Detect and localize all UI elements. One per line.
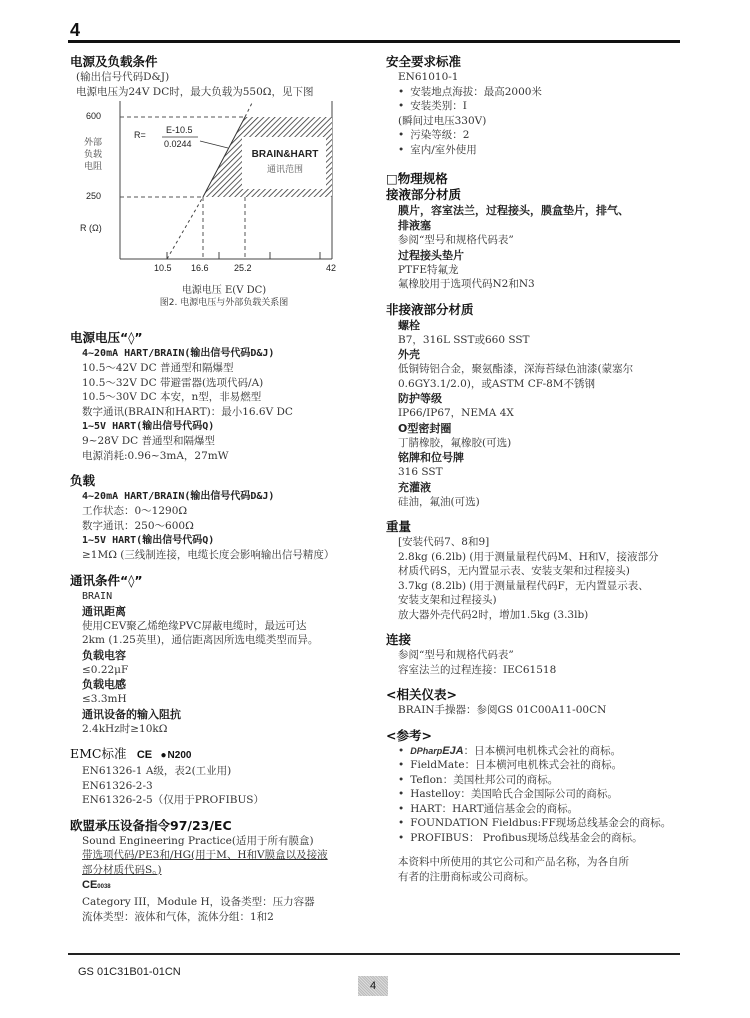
- x-tick-16-6: 16.6: [191, 263, 209, 273]
- text: Sound Engineering Practice(适用于所有膜盒): [82, 834, 314, 847]
- section-title-load: 负载: [70, 473, 96, 488]
- text: [安装代码7、8和9]: [398, 536, 490, 548]
- section-title-supply-voltage: 电源电压“◊”: [70, 330, 143, 345]
- section-title-safety: 安全要求标准: [386, 54, 462, 69]
- text: ≤0.22μF: [82, 663, 129, 676]
- text: ≥1MΩ (三线制连接，电缆长度会影响输出信号精度）: [82, 549, 335, 561]
- bullet-item: • FieldMate：日本横河电机株式会社的商标。: [386, 758, 686, 773]
- text: 电源消耗:0.96~3mA，27mW: [82, 449, 229, 462]
- subheading: 排液塞: [398, 219, 431, 232]
- footer-doc-id: GS 01C31B01-01CN: [78, 966, 181, 978]
- section-title-power-load: 电源及负载条件: [70, 54, 158, 69]
- text: 低铜铸铝合金，聚氨酯漆，深海苔绿色油漆(蒙塞尔: [398, 363, 634, 375]
- section-title-emc: [70, 746, 378, 764]
- text: 316 SST: [398, 466, 443, 478]
- text: 丁腈橡胶，氟橡胶(可选): [398, 436, 512, 449]
- subheading: 充灌液: [398, 480, 431, 494]
- text: 数字通讯(BRAIN和HART)：最小16.6V DC: [82, 405, 293, 418]
- left-column: [70, 50, 378, 924]
- y-tick-600: 600: [86, 111, 102, 121]
- text: 电源电压为24V DC时，最大负载为550Ω，见下图: [76, 85, 314, 98]
- ce-0038-icon: CE0038: [82, 879, 111, 891]
- text: 10.5～32V DC 带避雷器(选项代码/A): [82, 376, 264, 389]
- text: B7，316L SST或660 SST: [398, 333, 530, 346]
- y-label-2: 负载: [84, 150, 103, 160]
- chart-caption: 图2. 电源电压与外部负载关系图: [159, 298, 289, 308]
- subheading: 膜片，容室法兰，过程接头，膜盒垫片，排气、: [398, 204, 629, 217]
- page-number-top: 4: [70, 20, 81, 40]
- emc-title: EMC标准: [70, 746, 127, 761]
- text: 工作状态：0～1290Ω: [82, 505, 188, 517]
- section-title-physical: □物理规格: [386, 171, 448, 186]
- subheading: 负载电容: [82, 648, 126, 662]
- text: 9~28V DC 普通型和隔爆型: [82, 435, 216, 447]
- section-title-wetted: 接液部分材质: [386, 187, 462, 202]
- x-tick-42: 42: [326, 263, 337, 273]
- text: 放大器外壳代码2时，增加1.5kg (3.3lb): [398, 608, 589, 621]
- y-tick-250: 250: [86, 191, 102, 201]
- section-title-related: <相关仪表>: [386, 687, 457, 702]
- region-label: BRAIN&HART: [251, 149, 319, 160]
- text: 参阅“型号和规格代码表”: [398, 234, 514, 246]
- text: 硅油，氟油(可选): [398, 495, 480, 508]
- text: 容室法兰的过程连接：IEC61518: [398, 663, 557, 676]
- subheading: 4~20mA HART/BRAIN(输出信号代码D&J): [82, 348, 275, 359]
- subheading: 4~20mA HART/BRAIN(输出信号代码D&J): [82, 491, 275, 502]
- text: 有者的注册商标或公司商标。: [398, 870, 535, 883]
- section-title-reference: <参考>: [386, 727, 432, 743]
- header-rule: [68, 40, 680, 43]
- bullet-item: • 污染等级：2: [386, 128, 686, 143]
- bullet-item: • 安装地点海拔：最高2000米: [386, 85, 686, 100]
- y-label-3: 电阻: [84, 162, 103, 172]
- ce-mark-icon: CE: [136, 749, 153, 761]
- subheading: 负载电感: [82, 678, 126, 691]
- text: EN61010-1: [398, 71, 459, 83]
- text: 流体类型：液体和气体，流体分组：1和2: [82, 910, 274, 923]
- subheading: 过程接头垫片: [398, 248, 464, 262]
- subheading: 外壳: [398, 348, 420, 361]
- text: 10.5～42V DC 普通型和隔爆型: [82, 362, 234, 374]
- text: 使用CEV聚乙烯绝缘PVC屏蔽电缆时，最远可达: [82, 619, 307, 632]
- right-column: [386, 50, 686, 884]
- bullet-item: • Teflon：美国杜邦公司的商标。: [386, 773, 686, 788]
- text: (瞬间过电压330V): [398, 114, 487, 127]
- section-title-nonwetted: 非接液部分材质: [386, 301, 474, 317]
- section-title-comm: 通讯条件“◊”: [70, 572, 143, 588]
- subheading: 通讯距离: [82, 604, 126, 618]
- subheading: 通讯设备的输入阻抗: [82, 707, 181, 721]
- text: 3.7kg (8.2lb) (用于测量量程代码F，无内置显示表、: [398, 579, 649, 592]
- bullet-item: • 室内/室外使用: [386, 143, 686, 158]
- section-title-connection: 连接: [386, 632, 412, 647]
- text: 参阅“型号和规格代码表”: [398, 649, 514, 661]
- formula-label: R=: [134, 130, 146, 140]
- text: 10.5～30V DC 本安，n型，非易燃型: [82, 391, 262, 403]
- bullet-item: • Hastelloy：美国哈氏合金国际公司的商标。: [386, 787, 686, 802]
- subheading: O型密封圈: [398, 421, 452, 435]
- subheading: 1~5V HART(输出信号代码Q): [82, 421, 215, 432]
- subheading: 1~5V HART(输出信号代码Q): [82, 535, 215, 546]
- bullet-item: • 安装类别：I: [386, 99, 686, 114]
- text: PTFE特氟龙: [398, 263, 459, 276]
- bullet-item: • PROFIBUS： Profibus现场总线基金会的商标。: [386, 831, 686, 846]
- subheading: 铭牌和位号牌: [398, 451, 464, 464]
- text: 0.6GY3.1/2.0)，或ASTM CF-8M不锈钢: [398, 377, 596, 390]
- text: 部分材质代码S。): [82, 863, 162, 876]
- c-tick-number: N200: [167, 750, 192, 761]
- text: ≤3.3mH: [82, 693, 127, 705]
- formula-num: E-10.5: [166, 125, 193, 135]
- text: IP66/IP67，NEMA 4X: [398, 407, 514, 419]
- text: 材质代码S，无内置显示表、安装支架和过程接头): [398, 565, 630, 577]
- text: Category III，Module H，设备类型：压力容器: [82, 896, 315, 908]
- subheading: BRAIN: [82, 590, 113, 602]
- text: BRAIN手操器：参阅GS 01C00A11-00CN: [398, 704, 607, 716]
- bullet-item: • HART：HART通信基金会的商标。: [386, 802, 686, 817]
- x-tick-25-2: 25.2: [234, 263, 252, 273]
- text: EN61326-1 A级，表2(工业用): [82, 765, 232, 777]
- footer-rule: [68, 953, 680, 955]
- text: 氟橡胶用于选项代码N2和N3: [398, 278, 535, 290]
- dpharp-eja-logo: DPharpEJA: [410, 744, 464, 757]
- subheading: 螺栓: [398, 318, 420, 332]
- section-title-weight: 重量: [386, 519, 412, 534]
- text: 本资料中所使用的其它公司和产品名称，为各自所: [398, 856, 629, 868]
- subheading: 防护等级: [398, 392, 442, 405]
- formula-den: 0.0244: [164, 139, 192, 149]
- text: 2.8kg (6.2lb) (用于测量量程代码M、H和V，接液部分: [398, 550, 659, 563]
- y-label-1: 外部: [84, 138, 103, 148]
- region-label-cn: 通讯范围: [266, 165, 303, 175]
- text: 安装支架和过程接头): [398, 594, 497, 606]
- voltage-load-chart: [70, 101, 378, 326]
- footer-page-number: 4: [358, 976, 388, 996]
- bullet-item: • FOUNDATION Fieldbus:FF现场总线基金会的商标。: [386, 816, 686, 831]
- x-tick-10-5: 10.5: [154, 263, 172, 273]
- c-tick-icon: ●: [160, 750, 167, 761]
- section-title-ped: 欧盟承压设备指令97/23/EC: [70, 817, 232, 833]
- text: EN61326-2-5（仅用于PROFIBUS）: [82, 794, 264, 806]
- y-unit: R (Ω): [80, 223, 102, 233]
- text: EN61326-2-3: [82, 779, 153, 792]
- text: 2.4kHz时≥10kΩ: [82, 722, 168, 735]
- x-axis-label: 电源电压 E(V DC): [181, 285, 267, 296]
- text: (输出信号代码D&J): [76, 71, 170, 83]
- text: 带选项代码/PE3和/HG(用于M、H和V膜盒以及接液: [82, 849, 328, 861]
- text: 2km (1.25英里)，通信距离因所选电缆类型而异。: [82, 634, 319, 646]
- bullet-item: • DPharpEJA：日本横河电机株式会社的商标。: [386, 744, 686, 759]
- text: 数字通讯：250～600Ω: [82, 519, 194, 532]
